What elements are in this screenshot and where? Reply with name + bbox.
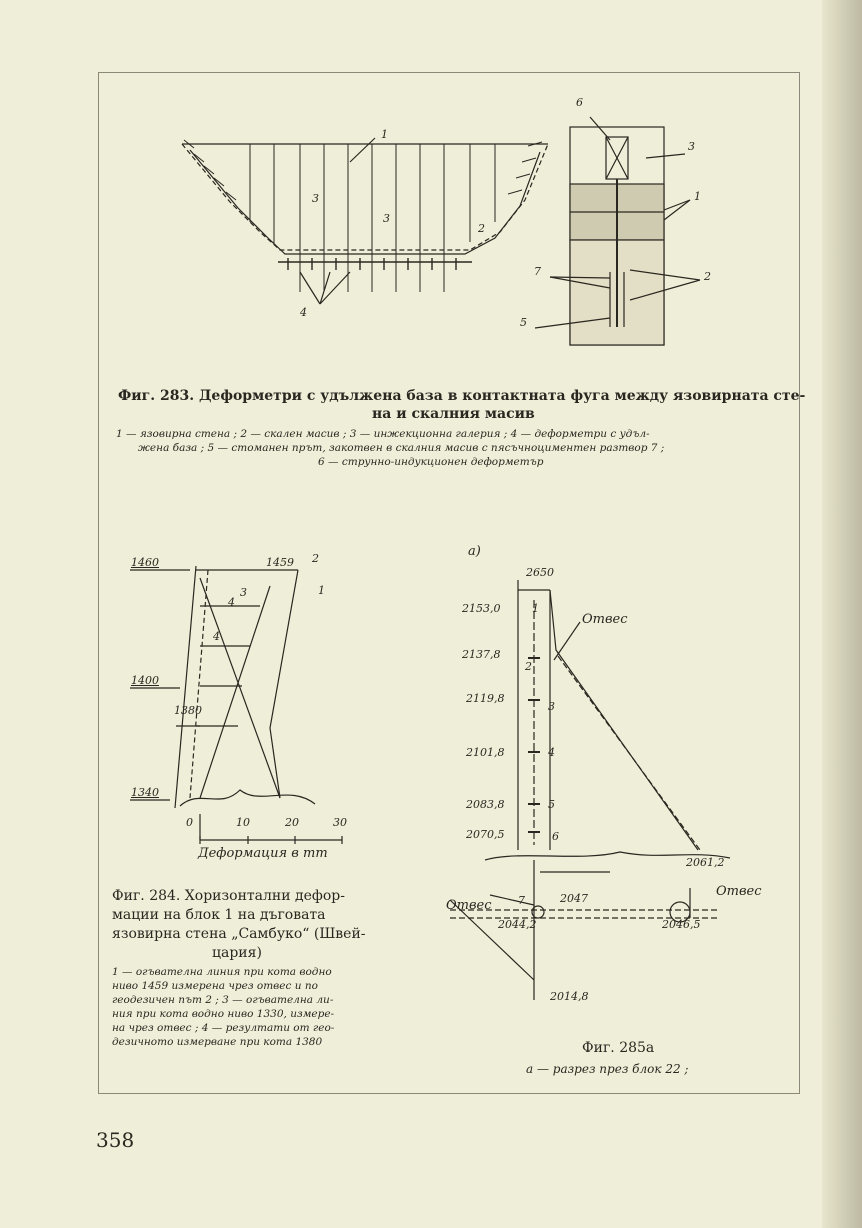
fig284-caption: мации на блок 1 на дъговата <box>112 907 326 923</box>
fig283-legend: 6 — струнно-индукционен деформетър <box>318 456 544 468</box>
fig283-label: 7 <box>534 265 541 278</box>
fig285-plumb-label: Отвес <box>446 898 492 913</box>
fig284-legend: геодезичен път 2 ; 3 — огъвателна ли- <box>112 994 334 1006</box>
fig284-label: 4 <box>228 596 235 609</box>
fig285-elevation: 2101,8 <box>466 746 505 759</box>
fig283-label: 1 <box>381 128 388 141</box>
fig285-plumb-label: Отвес <box>582 612 628 627</box>
fig283-label: 5 <box>520 316 527 329</box>
fig284-caption: язовирна стена „Самбуко“ (Швей- <box>112 926 366 942</box>
fig284-legend: на чрез отвес ; 4 — резултати от гео- <box>112 1022 335 1034</box>
fig283-label: 1 <box>694 190 701 203</box>
fig284-label: 3 <box>240 586 247 599</box>
fig284-caption: Фиг. 284. Хоризонтални дефор- <box>112 888 345 904</box>
fig284-legend: ниво 1459 измерена чрез отвес и по <box>112 980 318 992</box>
fig285-elevation: 2153,0 <box>462 602 501 615</box>
fig283-label: 4 <box>300 306 307 319</box>
fig285-number: 2 <box>525 660 532 673</box>
fig285-elevation: 2070,5 <box>466 828 505 841</box>
fig285-number: 1 <box>532 602 539 615</box>
fig285-subcaption: а — разрез през блок 22 ; <box>526 1062 689 1076</box>
fig284-caption: цария) <box>212 945 262 961</box>
fig285-elevation: 2083,8 <box>466 798 505 811</box>
fig284-label: 4 <box>213 630 220 643</box>
fig284-elevation: 1340 <box>131 786 159 799</box>
fig285-number: 5 <box>548 798 555 811</box>
fig284-legend: дезичното измерване при кота 1380 <box>112 1036 323 1048</box>
fig285-drawing <box>430 560 770 1010</box>
fig284-x-tick: 30 <box>333 816 347 829</box>
fig285-elevation: 2650 <box>526 566 554 579</box>
fig284-x-tick: 10 <box>236 816 250 829</box>
fig285-number: 6 <box>552 830 559 843</box>
fig283-legend: жена база ; 5 — стоманен прът, закотвен в скалния масив с пясъчноциментен разтвор 7 ; <box>138 442 665 454</box>
fig285-bottom-mark: 2044,2 <box>498 918 537 931</box>
fig283-label: 6 <box>576 96 583 109</box>
fig284-x-tick: 20 <box>285 816 299 829</box>
fig284-label: 2 <box>312 552 319 565</box>
fig284-mark-1380: 1380 <box>174 704 202 717</box>
fig285-plumb-label: Отвес <box>716 884 762 899</box>
fig284-x-label: Деформация в mm <box>198 846 328 861</box>
fig285-number: 3 <box>548 700 555 713</box>
fig284-water-level: 1459 <box>266 556 294 569</box>
fig283-title: Фиг. 283. Деформетри с удължена база в контактната фуга между язовирната сте- <box>118 388 806 404</box>
fig285-number: 7 <box>518 894 525 907</box>
fig283-label: 3 <box>383 212 390 225</box>
fig285-bottom-mark: 2014,8 <box>550 990 589 1003</box>
fig284-label: 1 <box>318 584 325 597</box>
fig284-x-tick: 0 <box>186 816 193 829</box>
fig285-bottom-mark: 2046,5 <box>662 918 701 931</box>
fig283-title: на и скалния масив <box>372 406 535 422</box>
fig285-sub-label: а) <box>468 544 481 559</box>
page-number: 358 <box>96 1128 135 1152</box>
fig284-elevation: 1460 <box>131 556 159 569</box>
fig284-legend: ния при кота водно ниво 1330, измере- <box>112 1008 335 1020</box>
fig285-elevation: 2137,8 <box>462 648 501 661</box>
fig283-legend: 1 — язовирна стена ; 2 — скален масив ; 3 — инжекционна галерия ; 4 — деформетри с удъл- <box>116 428 650 440</box>
fig283-label: 2 <box>704 270 711 283</box>
fig285-elevation: 2119,8 <box>466 692 505 705</box>
page-edge-shadow <box>822 0 862 1228</box>
fig284-elevation: 1400 <box>131 674 159 687</box>
fig285-number: 4 <box>548 746 555 759</box>
fig285-bottom-mark: 2047 <box>560 892 588 905</box>
fig283-label: 3 <box>312 192 319 205</box>
fig284-legend: 1 — огъвателна линия при кота водно <box>112 966 332 978</box>
fig285-caption: Фиг. 285а <box>582 1040 655 1056</box>
fig283-label: 2 <box>478 222 485 235</box>
fig283-drawing <box>170 92 750 382</box>
fig283-label: 3 <box>688 140 695 153</box>
fig285-bottom-mark: 2061,2 <box>686 856 725 869</box>
